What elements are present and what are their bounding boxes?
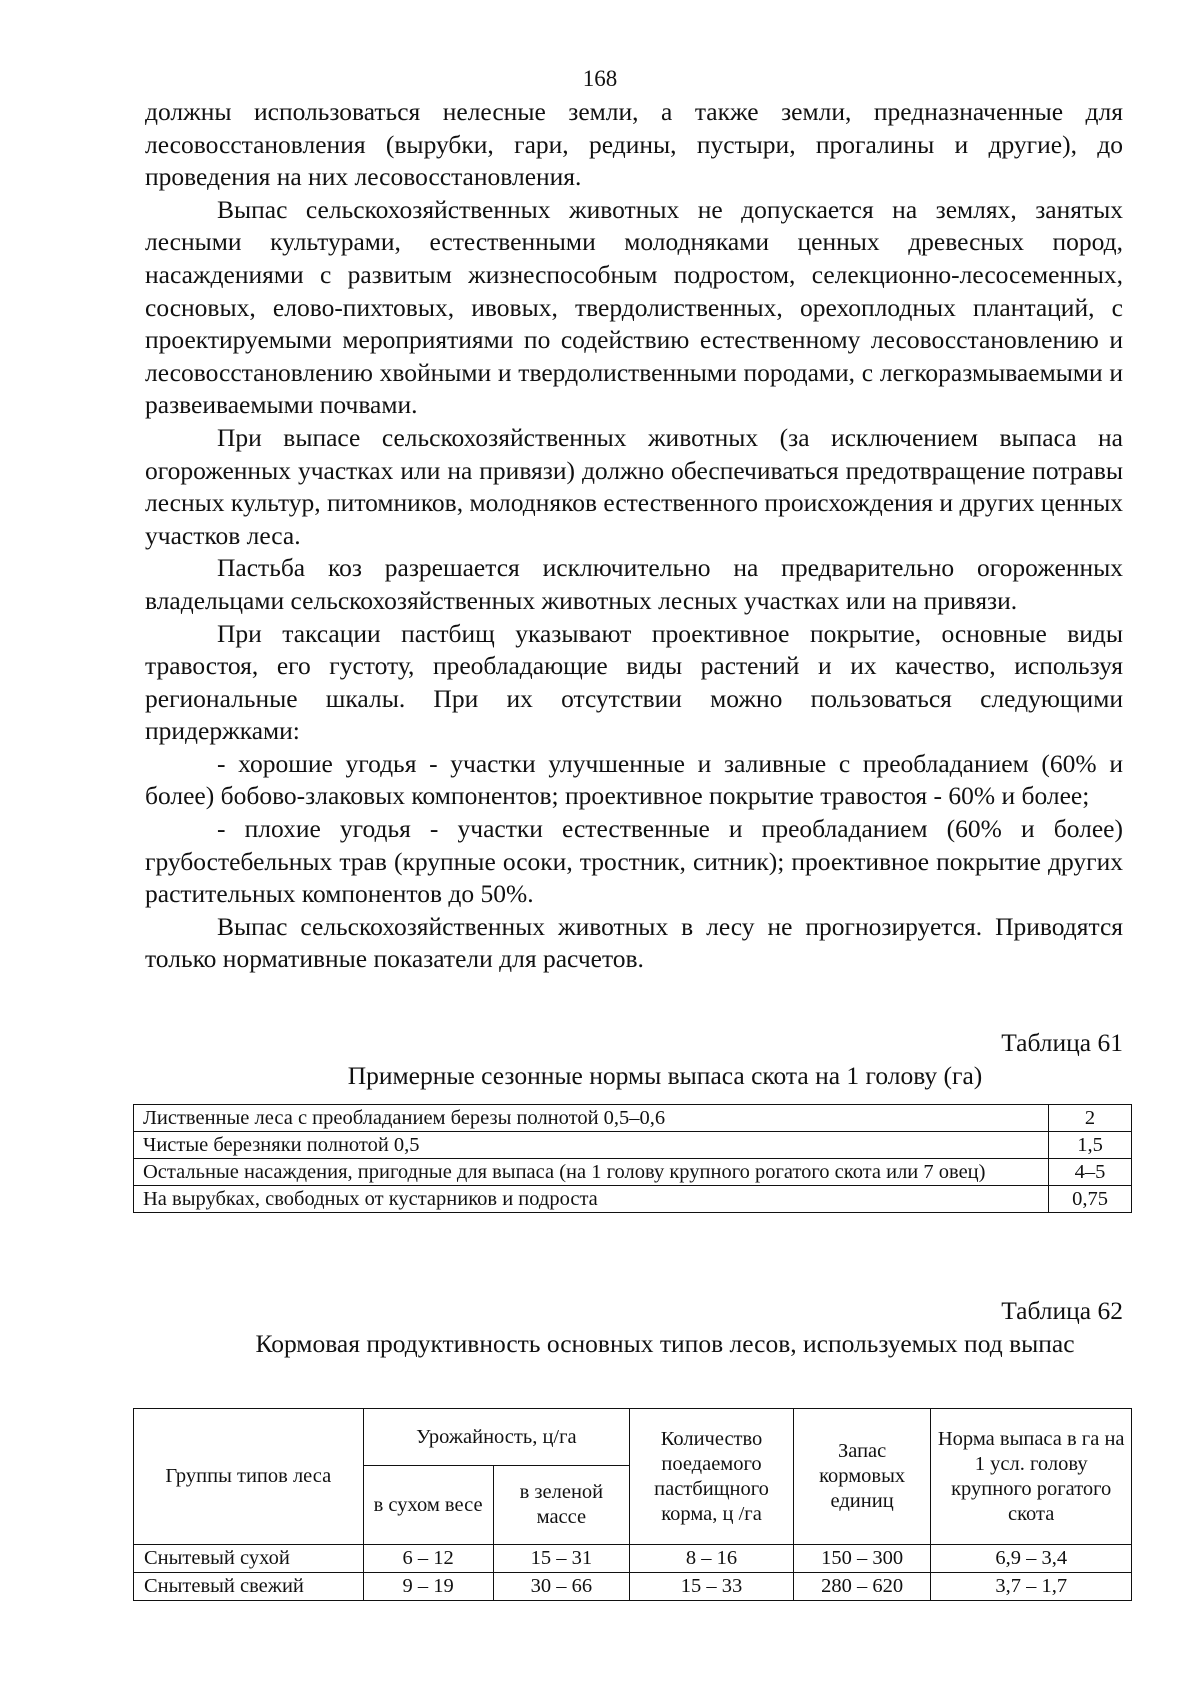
table-62-label: Таблица 62 <box>1001 1296 1123 1325</box>
table-cell: Остальные насаждения, пригодные для выпаса (на 1 голову крупного рогатого скота или 7 овец) <box>134 1159 1049 1186</box>
table-61-title: Примерные сезонные нормы выпаса скота на 1 голову (га) <box>347 1061 983 1090</box>
paragraph: При выпасе сельскохозяйственных животных (за исключением выпаса на огороженных участках или на привязи) должно обеспечиваться предотвращение потравы лесных культур, питомников, молодняков естественного происхождения и других ценных участков леса. <box>145 422 1123 550</box>
table-cell: Чистые березняки полнотой 0,5 <box>134 1132 1049 1159</box>
header-dry: в сухом весе <box>363 1466 493 1545</box>
table-row <box>134 1159 1132 1186</box>
table-cell: 6,9 – 3,4 <box>931 1545 1132 1573</box>
table-cell: 15 – 31 <box>493 1545 630 1573</box>
table-61 <box>133 1104 1132 1213</box>
paragraph: Выпас сельскохозяйственных животных в лесу не прогнозируется. Приводятся только нормативные показатели для расчетов. <box>145 911 1123 974</box>
table-row <box>134 1132 1132 1159</box>
list-item: - хорошие угодья - участки улучшенные и заливные с преобладанием (60% и более) бобово-злаковых компонентов; проективное покрытие травостоя - 60% и более; <box>145 748 1123 811</box>
table-62-title: Кормовая продуктивность основных типов лесов, используемых под выпас <box>255 1329 1075 1358</box>
table-row <box>134 1573 1132 1601</box>
table-header-row <box>134 1409 1132 1466</box>
table-cell: 30 – 66 <box>493 1573 630 1601</box>
table-cell: 3,7 – 1,7 <box>931 1573 1132 1601</box>
header-fodder: Количество поедаемого пастбищного корма, ц /га <box>630 1409 794 1545</box>
table-62 <box>133 1408 1132 1601</box>
header-units: Запас кормовых единиц <box>793 1409 931 1545</box>
table-cell: Снытевый сухой <box>134 1545 364 1573</box>
table-cell: 4–5 <box>1049 1159 1132 1186</box>
list-item: - плохие угодья - участки естественные и преобладанием (60% и более) грубостебельных трав (крупные осоки, тростник, ситник); проективное покрытие других растительных компонентов до 50%. <box>145 814 1123 909</box>
body-text <box>145 96 1123 976</box>
table-row <box>134 1186 1132 1213</box>
table-cell: 9 – 19 <box>363 1573 493 1601</box>
table-row <box>134 1105 1132 1132</box>
header-group: Группы типов леса <box>134 1409 364 1545</box>
paragraph: При таксации пастбищ указывают проективное покрытие, основные виды травостоя, его густоту, преобладающие виды растений и их качество, используя региональные шкалы. При их отсутствии можно пользоваться следующими придержками: <box>145 618 1123 746</box>
table-cell: 15 – 33 <box>630 1573 794 1601</box>
table-cell: 150 – 300 <box>793 1545 931 1573</box>
table-cell: 6 – 12 <box>363 1545 493 1573</box>
header-norm: Норма выпаса в га на 1 усл. голову крупного рогатого скота <box>931 1409 1132 1545</box>
table-cell: Снытевый свежий <box>134 1573 364 1601</box>
paragraph: Пастьба коз разрешается исключительно на предварительно огороженных владельцами сельскохозяйственных животных лесных участках или на привязи. <box>145 553 1123 615</box>
table-row <box>134 1545 1132 1573</box>
paragraph: должны использоваться нелесные земли, а также земли, предназначенные для лесовосстановления (вырубки, гари, редины, пустыри, прогалины и другие), до проведения на них лесовосстановления. <box>145 97 1123 192</box>
table-cell: 2 <box>1049 1105 1132 1132</box>
table-cell: 1,5 <box>1049 1132 1132 1159</box>
table-61-label: Таблица 61 <box>1001 1028 1123 1057</box>
table-cell: 0,75 <box>1049 1186 1132 1213</box>
header-green: в зеленой массе <box>493 1466 630 1545</box>
table-cell: 280 – 620 <box>793 1573 931 1601</box>
paragraph: Выпас сельскохозяйственных животных не допускается на землях, занятых лесными культурами, естественными молодняками ценных древесных пород, насаждениями с развитым жизнеспособным подростом, селекционно-лесосеменных, сосновых, елово-пихтовых, ивовых, твердолиственных, орехоплодных плантаций, с проектируемыми мероприятиями по содействию естественному лесовосстановлению и лесовосстановлению хвойными и твердолиственными породами, с легкоразмываемыми и развеиваемыми почвами. <box>145 194 1123 420</box>
table-cell: 8 – 16 <box>630 1545 794 1573</box>
header-yield: Урожайность, ц/га <box>363 1409 630 1466</box>
table-cell: На вырубках, свободных от кустарников и подроста <box>134 1186 1049 1213</box>
page-number: 168 <box>582 66 618 91</box>
table-cell: Лиственные леса с преобладанием березы полнотой 0,5–0,6 <box>134 1105 1049 1132</box>
